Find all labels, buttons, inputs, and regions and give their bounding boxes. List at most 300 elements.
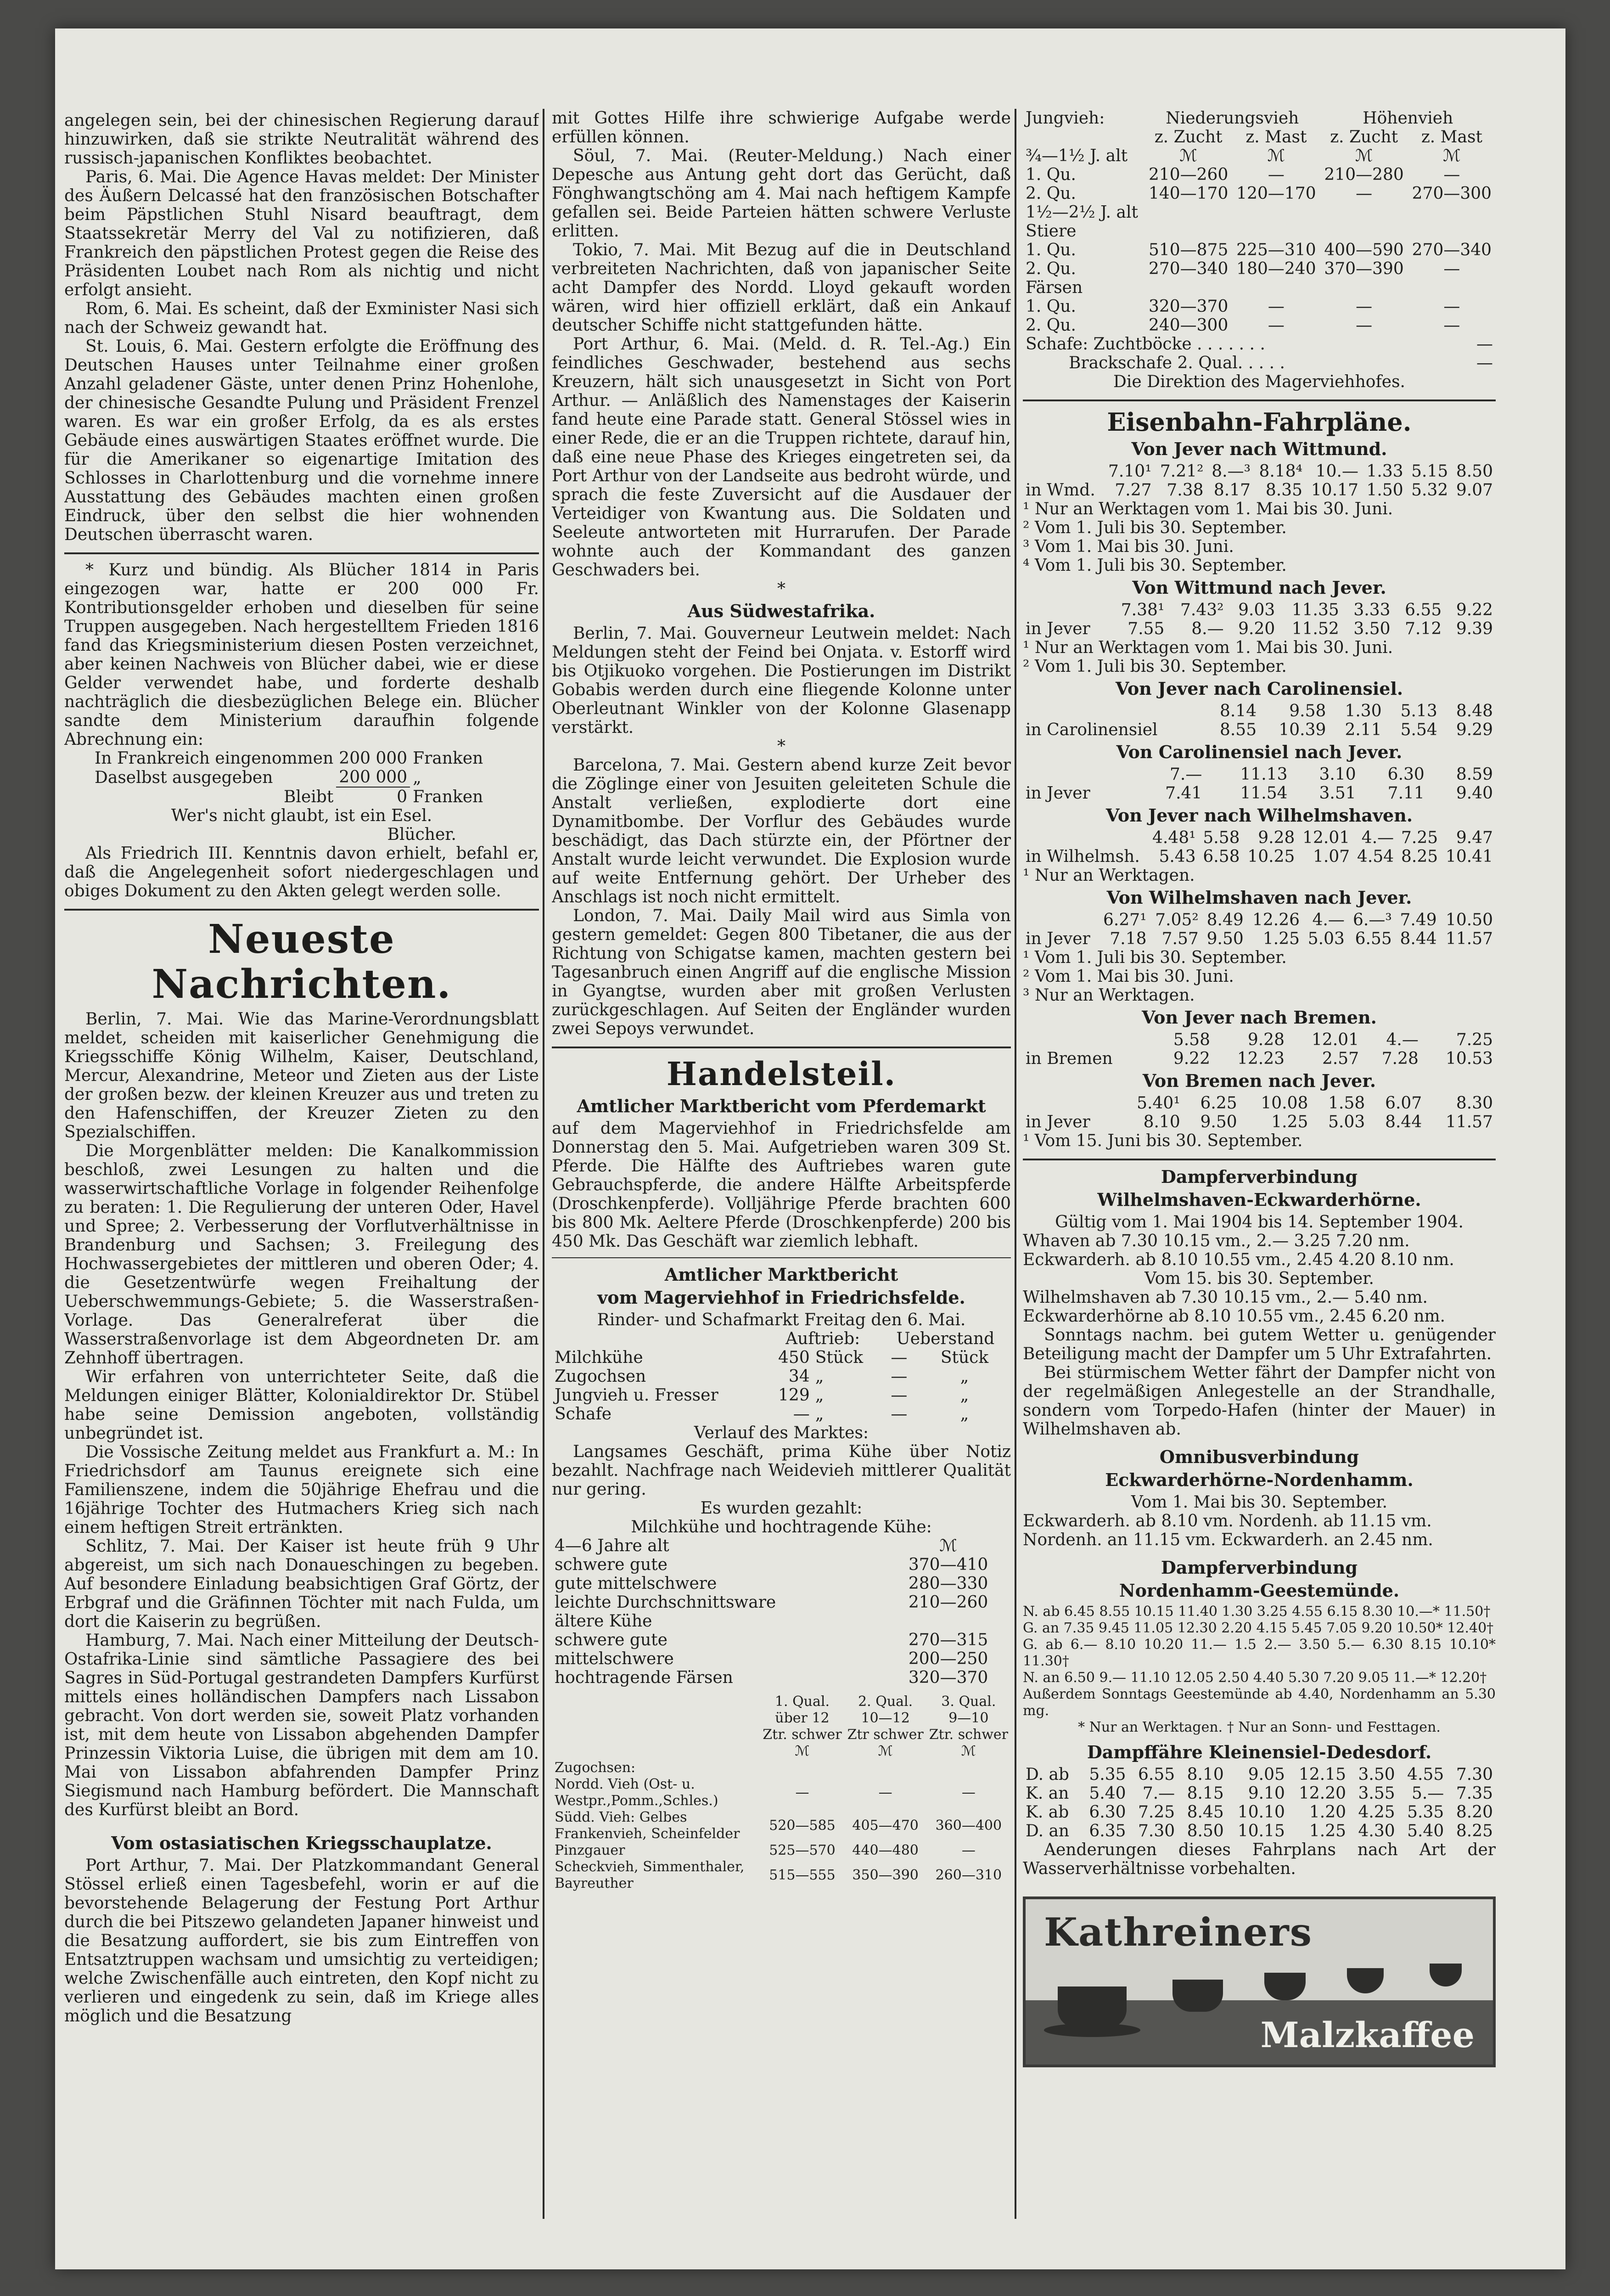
jungvieh-row [1023, 165, 1496, 184]
table-cell: 8.44 [1400, 929, 1437, 948]
dampfer-validity: Vom 15. bis 30. September. [1144, 1269, 1374, 1288]
fahrplan-title: Von Jever nach Wittmund. [1131, 439, 1387, 459]
schafe-table: Schafe: Zuchtböcke . . . . . . . — Brackschafe 2. Qual. . . . . — [1026, 335, 1493, 372]
saucer-icon [1044, 2023, 1140, 2037]
newspaper-page [55, 28, 1565, 2269]
nordenhamm-row: G. an 7.35 9.45 11.05 12.30 2.20 4.15 5.45 7.05 9.20 10.50* 12.40† [1023, 1620, 1494, 1636]
table-cell: 2.57 [1322, 1049, 1359, 1068]
fahrplan-row [1023, 1094, 1496, 1113]
table-cell: 450 [778, 1348, 810, 1367]
table-cell: 5.32 [1411, 481, 1448, 500]
table-cell: 8.48 [1456, 702, 1493, 720]
fahrplan-row [1023, 601, 1496, 619]
table-cell [1023, 1030, 1153, 1049]
table-cell: „ [815, 1367, 824, 1386]
fahrplan-note: ¹ Nur an Werktagen. [1023, 866, 1195, 885]
table-cell [1023, 765, 1136, 784]
table-cell: 10.41 [1445, 847, 1493, 866]
quote: Wer's nicht glaubt, ist ein Esel. [171, 806, 432, 825]
table-cell: 6.—³ [1352, 911, 1392, 929]
table-cell: 370—390 [1324, 259, 1404, 278]
fahrplan-table [1023, 1030, 1496, 1068]
table-cell: 6.58 [1203, 847, 1240, 866]
table-cell: 9.22 [1456, 601, 1493, 619]
table-cell: 7.12 [1405, 619, 1442, 638]
table-cell: 9.58 [1289, 702, 1326, 720]
dampfer-validity: Gültig vom 1. Mai 1904 bis 14. September 1904. [1055, 1213, 1464, 1232]
table-cell: 34 [788, 1367, 810, 1386]
price-row [552, 1593, 1011, 1612]
table-cell: 3.10 [1319, 765, 1356, 784]
dampfer-row: Eckwarderhörne ab 8.10 10.55 vm., 2.45 6.20 nm. [1023, 1307, 1446, 1326]
table-cell: 210—260 [908, 1593, 988, 1612]
table-cell: K. ab [1026, 1803, 1069, 1822]
fahrplan-title: Von Jever nach Wilhelmshaven. [1105, 805, 1413, 826]
table-cell: 9.29 [1456, 720, 1493, 739]
table-cell: 12.20 [1299, 1784, 1346, 1803]
table-cell: 8.25 [1456, 1822, 1493, 1840]
table-cell: 11.13 [1240, 765, 1288, 784]
table-cell: 5.40 [1089, 1784, 1126, 1803]
fahrplan-note: ² Vom 1. Juli bis 30. September. [1023, 518, 1287, 537]
table-cell: 4.— [1361, 828, 1394, 847]
table-cell: 4.48¹ [1152, 828, 1196, 847]
table-cell [1023, 702, 1204, 720]
article-barcelona: Barcelona, 7. Mai. Gestern abend kurze Zeit bevor die Zöglinge einer von Jesuiten geleiteten Schule die Anstalt verließen, explodierte dort eine Dynamitbombe. Der Vorflur des Gebäudes wurde beschädigt, das Dach stürzte ein, der Pförtner der Anstalt wurde leicht verwundet. Die Explosion wurde auf weite Entfernung gehört. Der Urheber des Anschlags ist noch nicht ermittelt. [552, 756, 1011, 906]
table-cell: 7.25 [1456, 1030, 1493, 1049]
fahrplan-row [1023, 784, 1496, 803]
star-separator: * [777, 580, 785, 598]
table-cell: Milchkühe [555, 1348, 643, 1367]
table-cell: 3.33 [1353, 601, 1391, 619]
article-tokio: Tokio, 7. Mai. Mit Bezug auf die in Deutschland verbreiteten Nachrichten, daß von japanischer Seite acht Dampfer des Nordd. Lloyd gekauft worden wären, wird hier offiziell erklärt, daß ein Ankauf deutscher Schiffe nicht stattgefunden hätte. [552, 241, 1011, 335]
column-right [1023, 109, 1496, 2067]
table-cell: — [1443, 165, 1460, 184]
pferdemarkt-text: auf dem Magerviehhof in Friedrichsfelde am Donnerstag den 5. Mai. Aufgetrieben waren 309 St. Pferde. Die Hälfte des Auftriebes waren gute Gebrauchspferde, die andere Hälfte Arbeitspferde (Droschkenpferde). Volljährige Pferde brachten 600 bis 800 Mk. Aeltere Pferde (Droschkenpferde) 200 bis 450 Mk. Das Geschäft war ziemlich lebhaft. [552, 1119, 1011, 1251]
table-cell: 1.25 [1262, 929, 1300, 948]
table-cell: 6.55 [1405, 601, 1442, 619]
fahrplan-row [1023, 929, 1496, 948]
table-cell: 8.15 [1187, 1784, 1224, 1803]
fahrplan-row [1023, 847, 1496, 866]
divider [64, 909, 539, 911]
table-cell: 7.38 [1167, 481, 1204, 500]
omnibus-row: Eckwarderh. ab 8.10 vm. Nordenh. ab 11.15 vm. [1023, 1512, 1432, 1531]
table-cell: 5.35 [1089, 1765, 1126, 1784]
table-cell: 10.17 [1311, 481, 1358, 500]
table-cell: 8.20 [1456, 1803, 1493, 1822]
table-cell: 180—240 [1236, 259, 1316, 278]
table-cell: 10.15 [1237, 1822, 1285, 1840]
fahrplan-row [1023, 619, 1496, 638]
table-cell: 7.18 [1110, 929, 1147, 948]
fahrplan-row [1023, 1030, 1496, 1049]
table-cell: 9.07 [1456, 481, 1493, 500]
table-cell: 7.10¹ [1108, 462, 1152, 481]
table-cell: 7.30 [1138, 1822, 1175, 1840]
table-cell: 9.50 [1200, 1113, 1237, 1131]
table-cell: 7.55 [1128, 619, 1165, 638]
table-cell: 11.35 [1291, 601, 1339, 619]
fahrplan-row [1023, 828, 1496, 847]
article-schlitz: Schlitz, 7. Mai. Der Kaiser ist heute früh 9 Uhr abgereist, um sich nach Donaueschingen zu begeben. Auf besondere Einladung beabsichtigen Graf Görtz, der Erbgraf und die Gräfinnen Töchter mit nach Fulda, um dort die Kaiserin zu begrüßen. [64, 1537, 539, 1631]
table-cell: 210—260 [1148, 165, 1229, 184]
table-cell: in Jever [1026, 1113, 1090, 1131]
table-cell: 270—340 [1148, 259, 1229, 278]
faehre-row [1023, 1803, 1496, 1822]
table-cell: 200—250 [908, 1649, 988, 1668]
table-cell: 10.50 [1445, 911, 1493, 929]
section-heading-eisenbahn: Eisenbahn-Fahrpläne. [1107, 407, 1412, 437]
table-cell: 5.58 [1173, 1030, 1210, 1049]
fahrplan-row [1023, 765, 1496, 784]
table-cell: 8.59 [1456, 765, 1493, 784]
table-cell: „ [960, 1405, 969, 1424]
article-kanalkommission: Die Morgenblätter melden: Die Kanalkommission beschloß, zwei Lesungen zu halten und die wasserwirtschaftliche Vorlage in folgender Reihenfolge zu beraten: 1. Die Regulierung der unteren Oder, Havel und Spree; 2. Verbesserung der Vorflutverhältnisse in Brandenburg und Sachsen; 3. Freilegung des Hochwassergebietes der mittleren und oberen Oder; 4. die Gesetzentwürfe wegen Freihaltung der Ueberschwemmungs-Gebiete; 5. die Wasserstraßen-Vorlage. Das Generalreferat über die Wasserstraßenvorlage ist dem Abgeordneten Dr. am Zehnhoff übertragen. [64, 1142, 539, 1367]
fahrplan-title: Von Jever nach Bremen. [1142, 1007, 1377, 1028]
table-cell: in Wmd. [1026, 481, 1095, 500]
fahrplan-row [1023, 702, 1496, 720]
table-cell: 7.57 [1161, 929, 1199, 948]
fahrplan-note: ² Vom 1. Mai bis 30. Juni. [1023, 967, 1234, 986]
faehre-note: Aenderungen dieses Fahrplans nach Art der Wasserverhältnisse vorbehalten. [1023, 1840, 1496, 1878]
table-cell: 6.55 [1355, 929, 1392, 948]
table-cell: in Bremen [1026, 1049, 1113, 1068]
direktion-signature: Die Direktion des Magerviehhofes. [1113, 372, 1405, 391]
table-cell: 1.25 [1309, 1822, 1346, 1840]
table-cell: 9.40 [1456, 784, 1493, 803]
table-cell: 5.03 [1307, 929, 1345, 948]
table-cell: in Jever [1026, 929, 1090, 948]
kathreiners-advertisement [1023, 1896, 1496, 2067]
table-cell: K. an [1026, 1784, 1069, 1803]
dampfer-row: Eckwarderh. ab 8.10 10.55 vm., 2.45 4.20 8.10 nm. [1023, 1250, 1454, 1269]
table-cell: — [891, 1386, 908, 1405]
table-cell: 8.10 [1187, 1765, 1224, 1784]
table-cell: 9.47 [1456, 828, 1493, 847]
table-cell: 2.11 [1345, 720, 1382, 739]
table-cell: — [1356, 184, 1373, 203]
table-cell: 3.55 [1358, 1784, 1395, 1803]
table-cell: 210—280 [1324, 165, 1404, 184]
table-cell: 7.27 [1115, 481, 1152, 500]
fahrplan-note: ¹ Vom 15. Juni bis 30. September. [1023, 1131, 1303, 1150]
table-cell: 12.23 [1237, 1049, 1285, 1068]
table-cell: 5.40¹ [1137, 1094, 1180, 1113]
omnibus-row: Nordenh. an 11.15 vm. Eckwarderh. an 2.45 nm. [1023, 1531, 1433, 1549]
article-port-arthur: Port Arthur, 7. Mai. Der Platzkommandant General Stössel erließ einen Tagesbefehl, worin er auf die bevorstehende Belagerung der Festung Port Arthur durch die bei Pitszewo gelandeten Japaner hinweist und die Besatzung auffordert, sie bis zum Eintreffen von Entsatztruppen wachsam und umsichtig zu verteidigen; welche Zwischenfälle auch eintreten, den Kopf nicht zu verlieren und eingedenk zu sein, daß im Kriege alles möglich und die Besatzung [64, 1856, 539, 2026]
fahrplan-table [1023, 828, 1496, 866]
table-cell: 5.03 [1328, 1113, 1365, 1131]
fahrplan-row [1023, 720, 1496, 739]
jungvieh-row [1023, 316, 1496, 335]
article-frankfurt: Die Vossische Zeitung meldet aus Frankfurt a. M.: In Friedrichsdorf am Taunus ereignete sich eine Familienszene, indem die 50jährige Ehefrau und die 16jährige Tochter des Hutmachers Krieg sich nach einem heftigen Streit ertränkten. [64, 1443, 539, 1537]
verlauf-heading: Verlauf des Marktes: [694, 1424, 869, 1442]
table-cell: 9.22 [1173, 1049, 1210, 1068]
section-heading-handelsteil: Handelsteil. [666, 1055, 897, 1093]
table-cell: 9.05 [1248, 1765, 1285, 1784]
table-cell: 11.52 [1291, 619, 1339, 638]
nordenhamm-heading: Dampferverbindung [1161, 1557, 1358, 1578]
table-cell: 8.— [1191, 619, 1224, 638]
column-rule [543, 109, 544, 2219]
table-cell [1023, 911, 1097, 929]
table-cell: 6.30 [1089, 1803, 1126, 1822]
table-cell: 8.49 [1206, 911, 1244, 929]
table-cell: 1. Qu. [1026, 241, 1076, 259]
table-cell: 4.25 [1358, 1803, 1395, 1822]
table-cell: leichte Durchschnittsware [555, 1593, 776, 1612]
table-cell: 320—370 [1148, 297, 1229, 316]
table-cell: 510—875 [1148, 241, 1229, 259]
article-soeul: Söul, 7. Mai. (Reuter-Meldung.) Nach einer Depesche aus Antung geht dort das Gerücht, daß Fönghwangtschöng am 4. Mai nach heftigem Kampfe gefallen sei. Beide Parteien hätten schwere Verluste erlitten. [552, 146, 1011, 241]
table-cell: 2. Qu. [1026, 316, 1076, 335]
table-cell: 240—300 [1148, 316, 1229, 335]
jungvieh-row [1023, 259, 1496, 278]
magerviehhof-subtitle: Rinder- und Schafmarkt Freitag den 6. Mai. [597, 1311, 966, 1329]
dampfer-note: Bei stürmischem Wetter fährt der Dampfer nicht von der regelmäßigen Anlegestelle an der Strandhalle, sondern vom Torpedo-Hafen (hinter der Mauer) in Wilhelmshaven ab. [1023, 1363, 1496, 1439]
table-cell: 8.25 [1401, 847, 1438, 866]
fahrplan-table [1023, 702, 1496, 739]
fahrplan-note: ³ Nur an Werktagen. [1023, 986, 1195, 1005]
table-cell: 1.07 [1313, 847, 1350, 866]
dampfer-note: Sonntags nachm. bei gutem Wetter u. genügender Beteiligung macht der Dampfer um 5 Uhr Extrafahrten. [1023, 1326, 1496, 1363]
auftrieb-table: Auftrieb: Ueberstand Milchkühe 450 Stück — Stück Zugochsen 34 „ — „ Jungvieh u. Fresser 129 „ — „ Schafe — „ — „ [552, 1329, 1011, 1424]
table-cell: 1.30 [1345, 702, 1382, 720]
table-cell: 8.14 [1219, 702, 1257, 720]
fahrplan-title: Von Bremen nach Jever. [1142, 1070, 1376, 1091]
table-cell: 5.15 [1411, 462, 1448, 481]
table-cell: in Jever [1026, 619, 1090, 638]
fahrplan-row [1023, 1049, 1496, 1068]
article-berlin: Berlin, 7. Mai. Wie das Marine-Verordnungsblatt meldet, scheiden mit kaiserlicher Genehmigung die Kriegsschiffe König Wilhelm, Kaiser, Deutschland, Mercur, Alexandrine, Meteor und Zieten aus der Liste der großen bezw. der kleinen Kreuzer aus und treten zu den Hafenschiffen, der Kreuzer Zieten zu den Spezialschiffen. [64, 1010, 539, 1142]
table-cell: 5.40 [1407, 1822, 1444, 1840]
table-cell: 140—170 [1148, 184, 1229, 203]
fahrplan-table [1023, 765, 1496, 803]
table-cell: 3.51 [1319, 784, 1356, 803]
table-cell: 120—170 [1236, 184, 1316, 203]
faehre-heading: Dampffähre Kleinensiel-Dedesdorf. [1087, 1742, 1432, 1762]
table-cell: 8.45 [1187, 1803, 1224, 1822]
table-cell: Zugochsen [555, 1367, 646, 1386]
fahrplan-row [1023, 481, 1496, 500]
jungvieh-table: Jungvieh: Niederungsvieh Höhenvieh z. Zucht z. Mast z. Zucht z. Mast ¾—1½ J. alt ℳ ℳ ℳ ℳ 1. Qu. 210—260 — 210—280 — 2. Qu. 140—170 120—170 — 270—300 1½—2½ J. alt Stiere 1. Qu. 510—875 225—310 400—590 270—340 2. Qu. 270—340 180—240 370—390 — Färsen 1. Qu. 320—370 — — — 2. Qu. 240—300 — — — [1023, 109, 1496, 335]
table-cell: 11.57 [1445, 1113, 1493, 1131]
table-cell: 9.10 [1248, 1784, 1285, 1803]
jungvieh-row [1023, 184, 1496, 203]
divider [552, 1257, 1011, 1258]
section-heading-suedwestafrika: Aus Südwestafrika. [687, 601, 875, 621]
nordenhamm-note: Außerdem Sonntags Geestemünde ab 4.40, Nordenhamm an 5.30 mg. [1023, 1686, 1496, 1719]
table-cell: 1. Qu. [1026, 165, 1076, 184]
auftrieb-row [552, 1405, 1011, 1424]
table-cell: 6.35 [1089, 1822, 1126, 1840]
price-row [552, 1649, 1011, 1668]
table-cell: 8.55 [1219, 720, 1257, 739]
table-cell: 225—310 [1236, 241, 1316, 259]
table-cell: 10.08 [1261, 1094, 1308, 1113]
fahrplan-title: Von Jever nach Carolinensiel. [1115, 678, 1403, 699]
table-cell: — [1268, 165, 1285, 184]
table-cell: D. ab [1026, 1765, 1069, 1784]
fahrplan-title: Von Wilhelmshaven nach Jever. [1106, 887, 1412, 908]
zugochsen-table: 1. Qual. 2. Qual. 3. Qual. über 12 10—12 9—10 Ztr. schwer Ztr schwer Ztr. schwer ℳ ℳ ℳ Zugochsen: Nordd. Vieh (Ost- u. Westpr.,Pomm.,Schles.) — — — Südd. Vieh: Gelbes Frankenvieh, Scheinfelder 520—585 405—470 360—400 Pinzgauer 525—570 440—480 — Scheckvieh, Simmenthaler, Bayreuther 515—555 350—390 260—310 [555, 1694, 1008, 1891]
price-row [552, 1555, 1011, 1574]
table-cell: 4.54 [1357, 847, 1394, 866]
magerviehhof-heading-2: vom Magerviehhof in Friedrichsfelde. [597, 1287, 965, 1308]
table-cell: 10.— [1315, 462, 1358, 481]
table-cell: 4.55 [1407, 1765, 1444, 1784]
table-cell: 10.53 [1445, 1049, 1493, 1068]
table-cell: 7.49 [1400, 911, 1437, 929]
table-cell: — [1268, 297, 1285, 316]
table-cell: 9.28 [1258, 828, 1295, 847]
fahrplan-note: ³ Vom 1. Mai bis 30. Juni. [1023, 537, 1234, 556]
coffee-cup-icon [1058, 1986, 1127, 2028]
divider [64, 552, 539, 554]
table-cell: 9.28 [1247, 1030, 1285, 1049]
table-cell: 10.10 [1237, 1803, 1285, 1822]
table-cell: — [1268, 316, 1285, 335]
table-cell: 7.11 [1387, 784, 1425, 803]
nordenhamm-legend: * Nur an Werktagen. † Nur an Sonn- und Festtagen. [1078, 1719, 1441, 1735]
table-cell: 7.25 [1138, 1803, 1175, 1822]
table-cell: 6.25 [1200, 1094, 1237, 1113]
table-cell: 2. Qu. [1026, 259, 1076, 278]
nordenhamm-row: N. an 6.50 9.— 11.10 12.05 2.50 4.40 5.30 7.20 9.05 11.—* 12.20† [1023, 1670, 1487, 1686]
table-cell: 280—330 [908, 1574, 988, 1593]
table-cell: 8.—³ [1212, 462, 1251, 481]
price-row [552, 1574, 1011, 1593]
table-cell: 12.26 [1252, 911, 1300, 929]
table-cell: 4.— [1312, 911, 1345, 929]
column-middle [552, 109, 1011, 1892]
table-cell: 400—590 [1324, 241, 1404, 259]
table-cell: — [793, 1405, 810, 1424]
table-cell: 370—410 [908, 1555, 988, 1574]
table-cell: schwere gute [555, 1555, 668, 1574]
coffee-cup-icon [1172, 1980, 1223, 2012]
table-cell [1023, 601, 1108, 619]
fahrplan-table [1023, 462, 1496, 500]
nordenhamm-row: G. ab 6.— 8.10 10.20 11.— 1.5 2.— 3.50 5.— 6.30 8.15 10.10* 11.30† [1023, 1637, 1496, 1669]
table-cell: 6.07 [1385, 1094, 1422, 1113]
table-cell: 4.— [1386, 1030, 1419, 1049]
table-cell: 4.30 [1358, 1822, 1395, 1840]
jungvieh-row [1023, 241, 1496, 259]
table-cell: 7.30 [1456, 1765, 1493, 1784]
table-cell: 5.— [1411, 1784, 1444, 1803]
section-heading-kriegsschauplatz: Vom ostasiatischen Kriegsschauplatze. [111, 1833, 492, 1853]
table-cell: 7.38¹ [1121, 601, 1165, 619]
table-cell: Stück [940, 1348, 989, 1367]
fahrplan-row [1023, 1113, 1496, 1131]
table-cell: gute mittelschwere [555, 1574, 717, 1593]
table-cell: 7.21² [1160, 462, 1204, 481]
gezahlt-heading: Es wurden gezahlt: [700, 1499, 863, 1518]
table-cell: 2. Qu. [1026, 184, 1076, 203]
fahrplan-table [1023, 911, 1496, 948]
table-cell: Schafe [555, 1405, 612, 1424]
table-cell: 5.54 [1400, 720, 1437, 739]
table-cell: 10.39 [1279, 720, 1326, 739]
dampfer-heading: Dampferverbindung [1161, 1166, 1358, 1187]
table-cell: 8.18⁴ [1259, 462, 1303, 481]
auftrieb-row [552, 1386, 1011, 1405]
table-cell: 8.44 [1385, 1113, 1422, 1131]
table-cell: — [1443, 297, 1460, 316]
article-hamburg: Hamburg, 7. Mai. Nach einer Mitteilung der Deutsch-Ostafrika-Linie sind sämtliche Passagiere des bei Sagres in Süd-Portugal gestrandeten Dampfers Kurfürst mittels eines holländischen Dampfers nach Lissabon gebracht. Von dort werden sie, soweit Platz vorhanden ist, mit dem heute von Lissabon abgehenden Dampfer Prinzessin Viktoria Luise, die übrigen mit dem am 10. Mai von Lissabon abfahrenden Dampfer Prinz Siegismund nach Hamburg befördert. Die Mannschaft des Kurfürst bleibt an Bord. [64, 1631, 539, 1819]
table-cell: 6.30 [1387, 765, 1425, 784]
table-cell: 3.50 [1353, 619, 1391, 638]
table-cell: 8.50 [1187, 1822, 1224, 1840]
kuehe-heading: Milchkühe und hochtragende Kühe: [631, 1518, 932, 1536]
fahrplan-table [1023, 601, 1496, 638]
table-cell: 7.05² [1155, 911, 1199, 929]
table-cell: 11.54 [1240, 784, 1288, 803]
fahrplan-note: ⁴ Vom 1. Juli bis 30. September. [1023, 556, 1287, 575]
table-cell: 7.25 [1401, 828, 1438, 847]
table-cell: 12.15 [1299, 1765, 1346, 1784]
table-cell: 1.58 [1328, 1094, 1365, 1113]
article-text: mit Gottes Hilfe ihre schwierige Aufgabe werde erfüllen können. [552, 109, 1011, 146]
table-cell: — [1443, 316, 1460, 335]
table-cell [1023, 828, 1148, 847]
coffee-cup-icon [1347, 1968, 1384, 1993]
omnibus-heading: Omnibusverbindung [1159, 1446, 1359, 1467]
fahrplan-note: ¹ Nur an Werktagen vom 1. Mai bis 30. Juni. [1023, 638, 1393, 657]
table-cell: 12.01 [1312, 1030, 1359, 1049]
fahrplan-title: Von Carolinensiel nach Jever. [1116, 742, 1402, 762]
fahrplan-table [1023, 1094, 1496, 1131]
faehre-row [1023, 1784, 1496, 1803]
table-cell: schwere gute [555, 1631, 668, 1649]
magerviehhof-heading: Amtlicher Marktbericht [664, 1264, 898, 1285]
table-cell: 8.50 [1456, 462, 1493, 481]
table-cell: 5.58 [1203, 828, 1240, 847]
section-heading-neueste-nachrichten: Neueste Nachrichten. [151, 916, 452, 1007]
table-cell: 8.35 [1265, 481, 1303, 500]
table-cell: Jungvieh u. Fresser [555, 1386, 718, 1405]
table-cell: — [891, 1367, 908, 1386]
table-cell: 10.25 [1247, 847, 1295, 866]
jungvieh-row [1023, 297, 1496, 316]
table-cell: — [891, 1348, 908, 1367]
table-cell: 270—340 [1412, 241, 1492, 259]
auftrieb-row [552, 1367, 1011, 1386]
table-cell: 7.35 [1456, 1784, 1493, 1803]
table-cell: 5.13 [1400, 702, 1437, 720]
omnibus-validity: Vom 1. Mai bis 30. September. [1131, 1493, 1388, 1512]
verlauf-text: Langsames Geschäft, prima Kühe über Notiz bezahlt. Nachfrage nach Weidevieh mittlerer Qualität nur gering. [552, 1442, 1011, 1499]
table-cell: 1.20 [1309, 1803, 1346, 1822]
table-cell: 11.57 [1445, 929, 1493, 948]
article-paris: Paris, 6. Mai. Die Agence Havas meldet: Der Minister des Äußern Delcassé hat den französischen Botschafter beim Päpstlichen Stuhl Nisard beauftragt, dem Staatssekretär Merry del Val zu notifizieren, daß Frankreich den päpstlichen Protest gegen die Reise des Präsidenten Loubet nach Rom als nichtig und nicht erfolgt ansieht. [64, 168, 539, 299]
table-cell: 7.— [1142, 1784, 1175, 1803]
table-cell: 5.35 [1407, 1803, 1444, 1822]
table-cell: „ [815, 1405, 824, 1424]
article-port-arthur: Port Arthur, 6. Mai. (Meld. d. R. Tel.-Ag.) Ein feindliches Geschwader, bestehend aus sechs Kreuzern, hält sich unausgesetzt in Sicht von Port Arthur. — Anläßlich des Namenstages der Kaiserin fand heute eine Parade statt. General Stössel wies in einer Rede, die er an die Truppen richtete, darauf hin, daß eine neue Phase des Krieges eingetreten sei, da Port Arthur von der Landseite aus bedroht würde, und sprach die feste Zuversicht auf die Ausdauer der Verteidiger von Kwantung aus. Die Soldaten und Seeleute antworteten mit Hurrarufen. Der Parade wohnte auch der Kommandant des ganzen Geschwaders bei. [552, 335, 1011, 580]
table-cell: 6.55 [1138, 1765, 1175, 1784]
table-cell: — [1356, 316, 1373, 335]
star-separator: * [777, 737, 785, 756]
table-cell: 12.01 [1302, 828, 1350, 847]
article-text: angelegen sein, bei der chinesischen Regierung darauf hinzuwirken, daß sie strikte Neutralität während des russisch-japanischen Konfliktes beobachtet. [64, 111, 539, 168]
article-kurz-und-buendig: * Kurz und bündig. Als Blücher 1814 in Paris eingezogen war, hatte er 200 000 Fr. Kontributionsgelder erhoben und dieselben für seine Truppen ausgegeben. Nach hergestelltem Frieden 1816 fand das Kriegsministerium diesen Posten verzeichnet, aber keinen Nachweis von Blücher dabei, wie er diese Gelder verwendet habe, und forderte deshalb nachträglich die diesbezüglichen Belege ein. Blücher sandte dem Ministerium daraufhin folgende Abrechnung ein: [64, 561, 539, 749]
article-text: Als Friedrich III. Kenntnis davon erhielt, befahl er, daß die Angelegenheit sofort niedergeschlagen und obiges Dokument zu den Akten gelegt werden solle. [64, 844, 539, 900]
table-cell: „ [960, 1367, 969, 1386]
nordenhamm-timetable [1023, 1604, 1496, 1686]
